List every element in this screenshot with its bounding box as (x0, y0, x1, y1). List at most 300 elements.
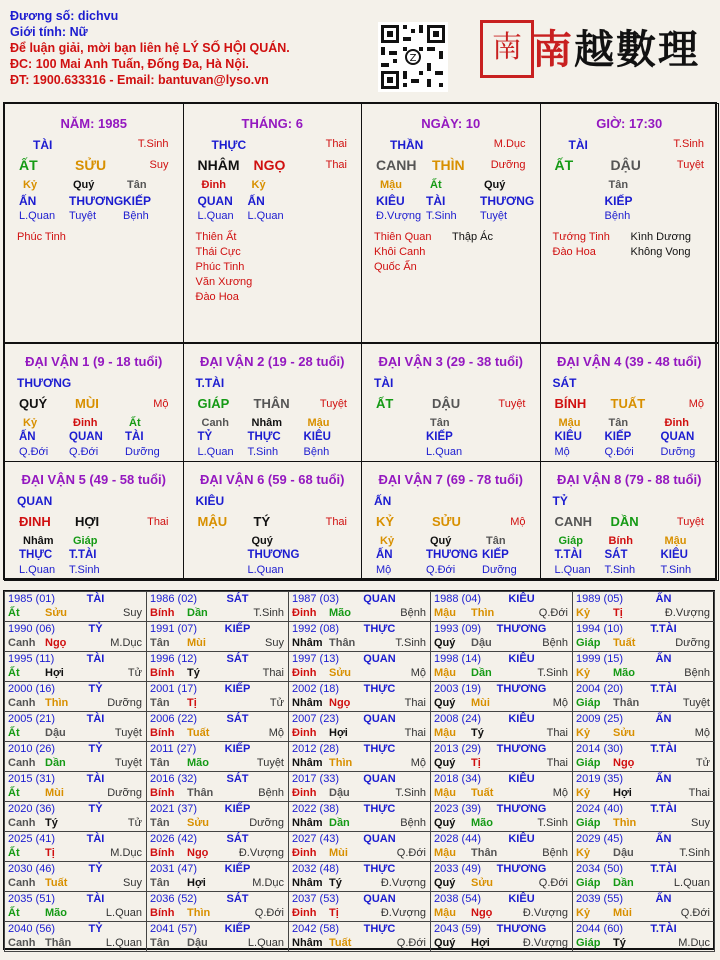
year-stage: Tử (127, 667, 142, 679)
year-stem: Quý (434, 937, 456, 949)
life-stage: Q.Đới (426, 564, 456, 576)
star-name: Kình Dương (630, 231, 691, 243)
hidden-stem: Tân (127, 179, 147, 191)
year-cell (288, 741, 431, 772)
year-god: THỰC (363, 863, 396, 875)
year-stem: Tân (150, 877, 170, 889)
life-stage: L.Quan (19, 564, 56, 576)
year-label: 2013 (29) (434, 743, 482, 755)
life-stage: L.Quan (197, 210, 234, 222)
year-god: QUAN (363, 893, 396, 905)
year-god: KIÊU (508, 893, 535, 905)
year-label: 2034 (50) (576, 863, 624, 875)
year-cell (430, 621, 573, 652)
year-label: 2022 (38) (292, 803, 340, 815)
year-branch: Hợi (45, 667, 64, 679)
year-branch: Thân (45, 937, 72, 949)
year-branch: Tị (613, 607, 623, 619)
year-god: KIÊU (508, 653, 535, 665)
pillar-title: NĂM: 1985 (60, 116, 127, 131)
year-cell (4, 921, 147, 952)
year-label: 2019 (35) (576, 773, 624, 785)
star-name: Phúc Tinh (17, 231, 66, 243)
year-stage: Thai (404, 697, 426, 709)
hidden-god: ẤN (247, 194, 265, 208)
pillar-stem: NHÂM (197, 157, 240, 173)
luck-cell (361, 343, 541, 462)
life-stage: Bệnh (604, 210, 631, 222)
pillar-branch: DẬU (610, 157, 641, 173)
hidden-stem: Ất (129, 417, 141, 429)
year-god: T.TÀI (650, 623, 677, 635)
star-name: Tướng Tinh (552, 231, 610, 243)
year-stage: T.Sinh (395, 787, 426, 799)
pillar-branch: THÌN (432, 157, 465, 173)
pillar-top-stage: T.Sinh (137, 138, 169, 150)
year-branch: Ngọ (45, 637, 67, 649)
luck-god: TÀI (374, 376, 394, 390)
year-cell (146, 801, 289, 832)
luck-title: ĐẠI VẬN 7 (69 - 78 tuổi) (378, 472, 523, 487)
year-stage: Tử (269, 697, 284, 709)
year-god: ẤN (655, 593, 672, 605)
year-stage: Q.Đới (396, 847, 426, 859)
hidden-god: THỰC (247, 431, 281, 443)
pillar-title: NGÀY: 10 (421, 116, 481, 131)
life-stage: L.Quan (247, 564, 284, 576)
annual-table (3, 590, 715, 950)
luck-stem: BÍNH (554, 396, 587, 411)
luck-branch: TUẤT (610, 396, 646, 411)
chart-board (3, 102, 717, 580)
year-stem: Nhâm (292, 817, 323, 829)
year-god: QUAN (363, 713, 396, 725)
year-cell (288, 771, 431, 802)
hidden-stem: Đinh (664, 417, 689, 429)
luck-cell (361, 461, 541, 581)
year-god: T.TÀI (650, 863, 677, 875)
year-stage: Q.Đới (396, 937, 426, 949)
pillar-top-god: THỰC (211, 138, 247, 152)
pillar-top-god: TÀI (568, 138, 588, 152)
hidden-god: THƯƠNG (480, 194, 535, 208)
year-stem: Ất (8, 607, 20, 619)
star-name: Thiên Ất (195, 231, 237, 243)
year-stem: Kỷ (576, 847, 591, 859)
pillar-stem: ẤT (19, 157, 38, 173)
year-stage: Dưỡng (249, 817, 284, 829)
year-label: 1995 (11) (8, 653, 55, 665)
year-label: 2038 (54) (434, 893, 482, 905)
red-seal-stamp: 南 (480, 20, 534, 78)
luck-branch: MÙI (75, 396, 99, 411)
year-stem: Quý (434, 757, 456, 769)
hidden-god: ẤN (19, 194, 37, 208)
header-line: ĐC: 100 Mai Anh Tuấn, Đống Đa, Hà Nội. (10, 57, 249, 71)
luck-stage: Thai (147, 516, 169, 528)
star-name: Văn Xương (195, 276, 253, 288)
year-branch: Dậu (471, 637, 492, 649)
year-branch: Dần (329, 817, 350, 829)
luck-stem: GIÁP (197, 396, 230, 411)
hidden-stem: Kỷ (251, 179, 266, 191)
year-stage: Thai (688, 787, 710, 799)
year-label: 2016 (32) (150, 773, 198, 785)
year-stem: Nhâm (292, 937, 323, 949)
year-cell (288, 861, 431, 892)
year-cell (572, 891, 715, 922)
pillar-cell (540, 103, 720, 343)
year-label: 2041 (57) (150, 923, 198, 935)
year-god: THỰC (363, 803, 396, 815)
year-label: 2015 (31) (8, 773, 56, 785)
hidden-stem: Quý (430, 535, 452, 547)
year-stem: Ất (8, 667, 20, 679)
year-stage: M.Dục (110, 847, 142, 859)
hidden-stem: Mậu (664, 535, 687, 547)
year-branch: Tị (187, 697, 197, 709)
year-stem: Quý (434, 637, 456, 649)
year-label: 1994 (10) (576, 623, 624, 635)
year-branch: Sửu (45, 607, 68, 619)
year-branch: Mùi (329, 847, 348, 859)
year-label: 2031 (47) (150, 863, 198, 875)
hidden-stem: Mậu (558, 417, 581, 429)
year-god: QUAN (363, 653, 396, 665)
year-branch: Thân (187, 787, 214, 799)
year-cell (146, 711, 289, 742)
luck-cell (540, 461, 720, 581)
year-branch: Tị (471, 757, 481, 769)
hidden-god: KIẾP (426, 431, 453, 443)
luck-stage: Mộ (688, 398, 704, 410)
luck-god: ẤN (374, 494, 392, 508)
hidden-god: THƯƠNG (69, 194, 124, 208)
year-cell (430, 801, 573, 832)
hidden-god: THƯƠNG (247, 549, 300, 561)
year-label: 2030 (46) (8, 863, 56, 875)
year-stem: Mậu (434, 847, 456, 859)
luck-branch: DẦN (610, 514, 639, 529)
year-branch: Dậu (45, 727, 66, 739)
year-branch: Dần (45, 757, 66, 769)
luck-branch: TÝ (253, 514, 271, 529)
year-branch: Dần (613, 877, 634, 889)
year-god: KIÊU (508, 713, 535, 725)
luck-stem: ĐINH (19, 514, 51, 529)
luck-cell (4, 461, 184, 581)
year-god: SÁT (226, 773, 249, 785)
year-branch: Thân (613, 697, 640, 709)
header-line: Để luận giải, mời bạn liên hệ LÝ SỐ HỘI QUÁN. (10, 41, 290, 55)
year-stem: Kỷ (576, 607, 591, 619)
year-god: SÁT (226, 653, 249, 665)
star-name: Quốc Ấn (374, 261, 417, 273)
luck-title: ĐẠI VẬN 1 (9 - 18 tuổi) (25, 354, 163, 369)
year-stage: Tuyệt (114, 757, 142, 769)
hidden-stem: Tân (486, 535, 506, 547)
year-stage: Bệnh (542, 637, 568, 649)
life-stage: Dưỡng (125, 446, 160, 458)
year-stage: Thai (546, 757, 568, 769)
year-branch: Mão (329, 607, 351, 619)
year-stage: Đ.Vượng (664, 607, 710, 619)
year-stem: Quý (434, 877, 456, 889)
year-god: THƯƠNG (496, 863, 547, 875)
year-branch: Dần (187, 607, 208, 619)
year-stage: Thai (404, 727, 426, 739)
hidden-god: KIẾP (482, 549, 509, 561)
year-stem: Kỷ (576, 787, 591, 799)
luck-stage: Thai (325, 516, 347, 528)
life-stage: L.Quan (426, 446, 463, 458)
year-stem: Tân (150, 817, 170, 829)
year-label: 2044 (60) (576, 923, 624, 935)
year-god: QUAN (363, 593, 396, 605)
life-stage: Đ.Vượng (376, 210, 422, 222)
pillar-stage: Dưỡng (490, 159, 526, 171)
year-branch: Mùi (613, 907, 632, 919)
year-branch: Dậu (329, 787, 350, 799)
year-branch: Mùi (45, 787, 64, 799)
year-label: 2001 (17) (150, 683, 198, 695)
year-branch: Ngọ (471, 907, 493, 919)
pillar-top-god: THẦN (390, 138, 424, 152)
life-stage: Bệnh (303, 446, 330, 458)
year-stage: Dưỡng (675, 637, 710, 649)
year-label: 2009 (25) (576, 713, 624, 725)
year-god: SÁT (226, 713, 249, 725)
year-stage: Mộ (552, 787, 568, 799)
year-stem: Canh (8, 757, 36, 769)
year-stage: L.Quan (673, 877, 710, 889)
year-label: 2042 (58) (292, 923, 340, 935)
hidden-god: THƯƠNG (426, 549, 478, 561)
year-branch: Tý (613, 937, 626, 949)
year-branch: Dậu (187, 937, 208, 949)
year-stage: Đ.Vượng (522, 907, 568, 919)
year-cell (572, 801, 715, 832)
year-stem: Bính (150, 607, 175, 619)
hidden-god: SÁT (604, 549, 628, 561)
year-stage: Bệnh (400, 607, 426, 619)
hidden-stem: Ất (430, 179, 442, 191)
luck-cell (540, 343, 720, 462)
year-cell (430, 681, 573, 712)
year-stage: L.Quan (105, 937, 142, 949)
life-stage: T.Sinh (660, 564, 692, 576)
year-god: ẤN (655, 833, 672, 845)
year-label: 2011 (27) (150, 743, 197, 755)
year-god: ẤN (655, 713, 672, 725)
year-stage: Suy (265, 637, 284, 649)
luck-god: T.TÀI (195, 376, 225, 390)
star-name: Thập Ác (452, 231, 493, 243)
year-stage: L.Quan (247, 937, 284, 949)
year-label: 2040 (56) (8, 923, 56, 935)
year-stage: Suy (123, 877, 142, 889)
year-label: 2035 (51) (8, 893, 56, 905)
year-label: 2002 (18) (292, 683, 340, 695)
luck-branch: HỢI (75, 514, 100, 529)
hidden-god: KIẾP (604, 194, 633, 208)
pillar-stage: Suy (149, 159, 169, 171)
luck-cell (183, 461, 363, 581)
year-label: 2036 (52) (150, 893, 198, 905)
year-label: 2033 (49) (434, 863, 482, 875)
year-stem: Kỷ (576, 907, 591, 919)
year-branch: Sửu (187, 817, 210, 829)
year-cell (572, 861, 715, 892)
year-cell (430, 651, 573, 682)
year-branch: Mão (187, 757, 209, 769)
year-branch: Ngọ (187, 847, 209, 859)
pillar-top-god: TÀI (33, 138, 53, 152)
brand-logo: 南越數理 (532, 26, 700, 73)
year-god: KIẾP (224, 623, 251, 635)
year-stem: Giáp (576, 877, 601, 889)
year-stage: T.Sinh (253, 607, 284, 619)
year-label: 1996 (12) (150, 653, 198, 665)
year-god: SÁT (226, 893, 249, 905)
year-god: KIÊU (508, 773, 535, 785)
year-cell (4, 681, 147, 712)
year-label: 2043 (59) (434, 923, 482, 935)
year-branch: Tị (45, 847, 55, 859)
star-name: Phúc Tinh (195, 261, 245, 273)
year-stem: Tân (150, 757, 170, 769)
svg-text:Z: Z (409, 53, 417, 64)
pillar-title: GIỜ: 17:30 (596, 116, 663, 131)
year-stage: M.Dục (252, 877, 284, 889)
year-label: 2014 (30) (576, 743, 624, 755)
year-stage: Thai (546, 727, 568, 739)
year-label: 2026 (42) (150, 833, 198, 845)
year-stem: Mậu (434, 727, 456, 739)
luck-god: THƯƠNG (17, 376, 72, 390)
year-label: 2025 (41) (8, 833, 56, 845)
year-stage: Q.Đới (538, 607, 568, 619)
year-stem: Ất (8, 727, 20, 739)
year-label: 2010 (26) (8, 743, 56, 755)
year-god: TÀI (86, 593, 105, 605)
luck-branch: THÂN (253, 396, 290, 411)
pillar-branch: SỬU (75, 157, 107, 173)
life-stage: L.Quan (554, 564, 591, 576)
year-cell (4, 861, 147, 892)
year-god: THỰC (363, 923, 396, 935)
year-cell (146, 741, 289, 772)
year-god: QUAN (363, 833, 396, 845)
year-god: T.TÀI (650, 803, 677, 815)
year-branch: Tuất (187, 727, 210, 739)
year-stage: Suy (123, 607, 142, 619)
hidden-god: T.TÀI (69, 549, 97, 561)
hidden-stem: Mậu (380, 179, 402, 191)
year-stem: Nhâm (292, 697, 323, 709)
year-stem: Quý (434, 697, 456, 709)
luck-stem: KỶ (376, 514, 395, 529)
life-stage: T.Sinh (426, 210, 457, 222)
hidden-god: QUAN (69, 431, 103, 443)
year-stem: Canh (8, 877, 36, 889)
year-cell (288, 891, 431, 922)
year-stem: Mậu (434, 607, 456, 619)
year-cell (572, 681, 715, 712)
year-stage: Mộ (268, 727, 284, 739)
year-god: THỰC (363, 743, 396, 755)
year-branch: Hợi (329, 727, 348, 739)
hidden-stem: Kỷ (23, 417, 38, 429)
hidden-stem: Tân (430, 417, 450, 429)
year-stem: Đinh (292, 787, 317, 799)
year-god: KIẾP (224, 743, 251, 755)
year-stage: Dưỡng (107, 787, 142, 799)
year-cell (288, 921, 431, 952)
year-god: ẤN (655, 773, 672, 785)
year-stem: Đinh (292, 727, 317, 739)
year-stage: Tuyệt (114, 727, 142, 739)
year-stage: Bệnh (684, 667, 710, 679)
year-god: SÁT (226, 593, 249, 605)
year-branch: Thân (329, 637, 356, 649)
luck-stem: MẬU (197, 514, 228, 529)
year-cell (146, 891, 289, 922)
year-god: TỶ (88, 863, 103, 875)
year-stem: Ất (8, 907, 20, 919)
year-stem: Quý (434, 817, 456, 829)
year-label: 1988 (04) (434, 593, 482, 605)
year-stem: Canh (8, 697, 36, 709)
year-branch: Ngọ (329, 697, 351, 709)
hidden-god: ẤN (376, 549, 393, 561)
year-cell (430, 711, 573, 742)
pillar-title: THÁNG: 6 (241, 116, 303, 131)
hidden-stem: Mậu (307, 417, 330, 429)
star-name: Thiên Quan (374, 231, 432, 243)
luck-branch: SỬU (432, 514, 461, 529)
year-stem: Đinh (292, 607, 317, 619)
year-stage: Mộ (410, 667, 426, 679)
hidden-stem: Quý (251, 535, 273, 547)
luck-stem: QUÝ (19, 396, 48, 411)
year-god: TÀI (86, 773, 105, 785)
year-label: 1992 (08) (292, 623, 340, 635)
year-stem: Mậu (434, 667, 456, 679)
hidden-god: KIÊU (303, 431, 331, 443)
year-cell (288, 621, 431, 652)
year-branch: Thìn (329, 757, 353, 769)
year-branch: Ngọ (613, 757, 635, 769)
year-god: THƯƠNG (496, 683, 547, 695)
year-god: KIÊU (508, 833, 535, 845)
year-branch: Tý (471, 727, 484, 739)
year-stem: Ất (8, 847, 20, 859)
year-cell (146, 621, 289, 652)
hidden-stem: Tân (608, 417, 629, 429)
hidden-stem: Đinh (73, 417, 98, 429)
year-branch: Mão (45, 907, 67, 919)
year-branch: Tuất (45, 877, 68, 889)
hidden-stem: Nhâm (251, 417, 283, 429)
luck-stage: Tuyệt (319, 398, 347, 410)
hidden-god: KIÊU (554, 431, 582, 443)
qr-code-icon (378, 22, 448, 92)
year-stem: Đinh (292, 907, 317, 919)
year-stem: Giáp (576, 817, 601, 829)
year-label: 1999 (15) (576, 653, 624, 665)
hidden-god: KIẾP (604, 431, 632, 443)
